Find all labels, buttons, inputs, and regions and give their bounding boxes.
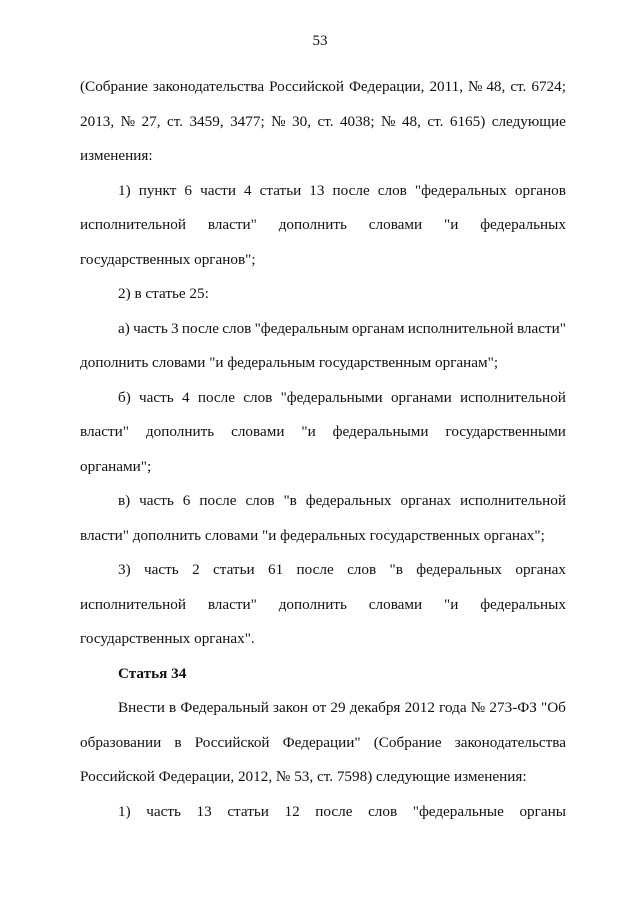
word: после [197, 388, 235, 406]
word: № 48, [468, 78, 506, 95]
word: федеральных [480, 595, 566, 613]
word: декабря [349, 699, 401, 716]
word: 2011, [429, 78, 464, 95]
text-line [80, 312, 566, 347]
word: б) [118, 388, 131, 406]
word: слов [377, 181, 407, 199]
text-line: Российской Федерации, 2012, № 53, ст. 7598) следующие изменения: [80, 768, 527, 785]
document-body [80, 70, 566, 829]
word: 4 [244, 181, 252, 199]
word: 12 [284, 802, 300, 820]
word: 6165) [449, 112, 486, 130]
word: в [174, 733, 182, 751]
word: 4 [181, 388, 190, 406]
word: органах [515, 561, 566, 578]
word: ст. [510, 78, 527, 95]
word: дополнить [278, 216, 347, 233]
word: года [439, 699, 467, 716]
word: 3459, [189, 112, 224, 130]
text-line [80, 588, 566, 623]
word: часть [133, 319, 168, 337]
text-line [80, 381, 566, 416]
text-line [80, 415, 566, 450]
word: (Собрание [80, 78, 148, 95]
word: федеральных [480, 216, 566, 233]
text-line [80, 174, 566, 209]
word: 1) [118, 181, 131, 199]
word: слов [368, 802, 398, 820]
word: исполнительной [460, 492, 566, 509]
word: в [169, 699, 177, 716]
word: статьи [213, 561, 255, 578]
word: закон [272, 699, 309, 716]
word: "и [444, 595, 459, 613]
word: власти" [80, 423, 129, 440]
word: статьи [227, 802, 269, 820]
word: 48, [401, 112, 421, 130]
word: "федеральные [412, 802, 504, 820]
word: после [181, 319, 220, 337]
word: "в [389, 561, 403, 578]
word: "и [301, 423, 316, 440]
text-line [80, 105, 566, 140]
word: федеральными [332, 423, 429, 440]
word: № [120, 112, 136, 130]
word: дополнить [145, 423, 215, 440]
word: следующие [491, 112, 566, 130]
word: власти" [207, 216, 257, 233]
word: слов [347, 561, 377, 578]
word: 61 [267, 561, 284, 578]
word: исполнительной [80, 595, 186, 613]
word: 2 [192, 561, 200, 578]
word: "федеральных [414, 181, 507, 199]
word: Федеральный [180, 699, 269, 716]
word: 2013, [80, 112, 115, 130]
word: федеральных [416, 561, 502, 578]
word: исполнительной [407, 319, 514, 337]
word: 273-ФЗ [489, 699, 537, 716]
word: ст. [317, 112, 334, 130]
text-line [80, 484, 566, 519]
word: образовании [80, 733, 162, 751]
text-line [80, 553, 566, 588]
word: органах [400, 492, 452, 509]
word: часть [139, 492, 174, 509]
text-line [80, 795, 566, 830]
text-line: дополнить словами "и федеральным государственным органам"; [80, 354, 499, 371]
word: 6 [184, 181, 193, 199]
word: 27, [141, 112, 161, 130]
word: Российской [269, 78, 344, 95]
word: 2012 [404, 699, 435, 716]
word: часть [144, 561, 179, 578]
word: 1) [118, 802, 131, 820]
text-line: изменения: [80, 147, 153, 164]
word: (Собрание [373, 733, 442, 751]
word: 3477; [230, 112, 265, 130]
text-line [80, 726, 566, 761]
word: № [271, 112, 286, 130]
word: органами [390, 388, 452, 406]
word: слов [243, 388, 273, 406]
word: 13 [309, 181, 325, 199]
word: статьи [259, 181, 302, 199]
word: "федеральным [254, 319, 349, 337]
word: слов [245, 492, 275, 509]
word: "Об [541, 699, 566, 716]
word: 13 [196, 802, 212, 820]
word: государственными [445, 423, 566, 440]
word: Российской [194, 733, 270, 751]
word: в) [118, 492, 131, 509]
word: после [296, 561, 334, 578]
word: часть [139, 388, 174, 406]
word: № [381, 112, 396, 130]
word: власти" [207, 595, 257, 613]
word: Федерации, [348, 78, 425, 95]
word: законодательства [454, 733, 566, 751]
word: 4038; [339, 112, 375, 130]
word: части [200, 181, 236, 199]
word: а) [118, 319, 130, 337]
word: после [332, 181, 370, 199]
word: дополнить [278, 595, 347, 613]
word: от [312, 699, 327, 716]
text-line: государственных органах". [80, 630, 255, 647]
word: 29 [330, 699, 346, 716]
word: словами [368, 216, 423, 233]
word: № [470, 699, 486, 716]
article-heading: Статья 34 [118, 664, 187, 682]
word: "федеральными [280, 388, 383, 406]
word: органов [514, 181, 566, 199]
word: 6724; [531, 78, 566, 95]
word: исполнительной [459, 388, 566, 406]
word: пункт [138, 181, 177, 199]
word: ст. [427, 112, 444, 130]
text-line [80, 691, 566, 726]
word: "и [444, 216, 459, 233]
word: законодательства [152, 78, 265, 95]
word: 6 [182, 492, 191, 509]
word: ст. [166, 112, 184, 130]
text-line [80, 70, 566, 105]
word: органы [519, 802, 566, 820]
text-line: государственных органов"; [80, 250, 256, 268]
word: словами [231, 423, 285, 440]
word: словами [368, 595, 423, 613]
word: исполнительной [80, 216, 186, 233]
word: органам [351, 319, 405, 337]
word: Внести [118, 699, 165, 716]
word: после [315, 802, 353, 820]
word: "в [283, 492, 297, 509]
word: после [199, 492, 237, 509]
word: Федерации" [282, 733, 361, 751]
word: 30, [292, 112, 312, 130]
word: слов [222, 319, 252, 337]
word: 3 [171, 319, 179, 337]
word: 3) [118, 561, 131, 578]
word: федеральных [305, 492, 392, 509]
text-line [80, 208, 566, 243]
word: часть [146, 802, 181, 820]
word: власти" [516, 319, 566, 337]
text-line: органами"; [80, 457, 152, 475]
text-line: власти" дополнить словами "и федеральных государственных органах"; [80, 526, 545, 544]
page-number: 53 [312, 33, 328, 49]
text-line: 2) в статье 25: [118, 285, 209, 302]
